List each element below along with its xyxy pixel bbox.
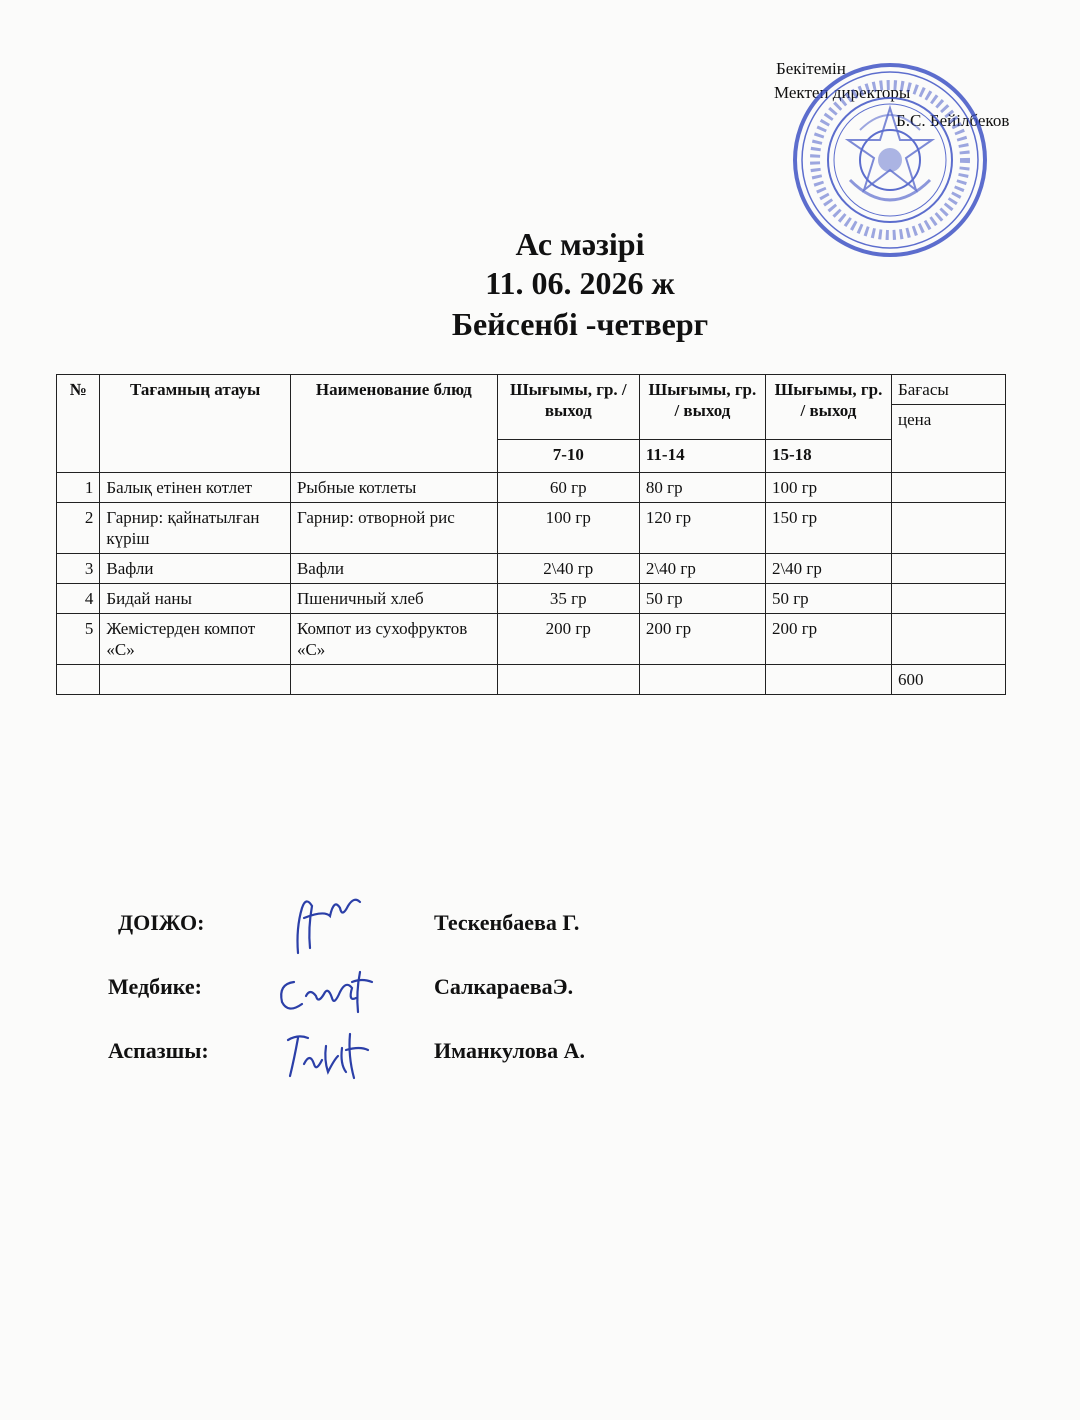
signature-role: ДОІЖО: xyxy=(118,910,205,935)
approval-line-2: Мектеп директоры xyxy=(774,83,911,102)
yield-c: 200 гр xyxy=(765,614,891,665)
header-yield-a: Шығымы, гр. / выход xyxy=(497,375,639,440)
yield-a: 35 гр xyxy=(497,584,639,614)
yield-a: 60 гр xyxy=(497,473,639,503)
price-cell xyxy=(892,554,1006,584)
price-cell xyxy=(892,503,1006,554)
age-group-a: 7-10 xyxy=(497,440,639,473)
header-name-ru: Наименование блюд xyxy=(290,375,497,473)
signature-role: Аспазшы: xyxy=(108,1038,209,1063)
official-stamp-icon xyxy=(790,60,990,260)
menu-title: Ас мәзірі xyxy=(515,226,645,262)
dish-name-ru: Рыбные котлеты xyxy=(290,473,497,503)
yield-b: 200 гр xyxy=(639,614,765,665)
empty-cell xyxy=(497,665,639,695)
table-row xyxy=(57,614,1006,665)
age-group-c: 15-18 xyxy=(765,440,891,473)
row-number: 3 xyxy=(57,554,100,584)
row-number: 1 xyxy=(57,473,100,503)
yield-b: 50 гр xyxy=(639,584,765,614)
dish-name-ru: Пшеничный хлеб xyxy=(290,584,497,614)
handwritten-signature-icon xyxy=(268,1016,388,1086)
empty-cell xyxy=(639,665,765,695)
approval-line-1: Бекітемін xyxy=(776,59,846,78)
header-price-ru: цена xyxy=(892,405,1006,473)
dish-name-ru: Вафли xyxy=(290,554,497,584)
empty-cell xyxy=(290,665,497,695)
table-header-row xyxy=(57,375,1006,405)
signature-row xyxy=(0,962,1080,1012)
signature-row xyxy=(0,898,1080,948)
dish-name-kz: Бидай наны xyxy=(100,584,291,614)
table-row xyxy=(57,473,1006,503)
total-row xyxy=(57,665,1006,695)
dish-name-ru: Компот из сухофруктов «С» xyxy=(290,614,497,665)
header-price-kz: Бағасы xyxy=(892,375,1006,405)
signature-row xyxy=(0,1026,1080,1076)
price-cell xyxy=(892,614,1006,665)
menu-weekday: Бейсенбі -четверг xyxy=(451,306,709,342)
age-group-b: 11-14 xyxy=(639,440,765,473)
dish-name-kz: Вафли xyxy=(100,554,291,584)
yield-a: 200 гр xyxy=(497,614,639,665)
price-cell xyxy=(892,584,1006,614)
table-row xyxy=(57,554,1006,584)
signature-role: Медбике: xyxy=(108,974,202,999)
header-yield-b: Шығымы, гр. / выход xyxy=(639,375,765,440)
yield-c: 50 гр xyxy=(765,584,891,614)
dish-name-kz: Гарнир: қайнатылған күріш xyxy=(100,503,291,554)
signature-name: Иманкулова А. xyxy=(434,1038,586,1063)
dish-name-kz: Балық етінен котлет xyxy=(100,473,291,503)
header-number: № xyxy=(57,375,100,473)
row-number: 5 xyxy=(57,614,100,665)
dish-name-ru: Гарнир: отворной рис xyxy=(290,503,497,554)
yield-b: 2\40 гр xyxy=(639,554,765,584)
dish-name-kz: Жемістерден компот «С» xyxy=(100,614,291,665)
header-yield-c: Шығымы, гр. / выход xyxy=(765,375,891,440)
price-cell xyxy=(892,473,1006,503)
menu-table xyxy=(56,374,1006,695)
yield-c: 2\40 гр xyxy=(765,554,891,584)
yield-a: 2\40 гр xyxy=(497,554,639,584)
yield-b: 120 гр xyxy=(639,503,765,554)
header-name-kz: Тағамның атауы xyxy=(100,375,291,473)
yield-c: 100 гр xyxy=(765,473,891,503)
table-row xyxy=(57,584,1006,614)
signature-name: Тескенбаева Г. xyxy=(434,910,580,935)
table-row xyxy=(57,503,1006,554)
empty-cell xyxy=(765,665,891,695)
total-price: 600 xyxy=(892,665,1006,695)
empty-cell xyxy=(57,665,100,695)
yield-b: 80 гр xyxy=(639,473,765,503)
signature-name: СалкараеваЭ. xyxy=(434,974,574,999)
yield-c: 150 гр xyxy=(765,503,891,554)
handwritten-signature-icon xyxy=(268,952,388,1022)
row-number: 2 xyxy=(57,503,100,554)
empty-cell xyxy=(100,665,291,695)
menu-date: 11. 06. 2026 ж xyxy=(485,265,675,301)
handwritten-signature-icon xyxy=(268,888,388,958)
yield-a: 100 гр xyxy=(497,503,639,554)
approval-line-3: Б.С. Бейілбеков xyxy=(896,111,1010,130)
row-number: 4 xyxy=(57,584,100,614)
